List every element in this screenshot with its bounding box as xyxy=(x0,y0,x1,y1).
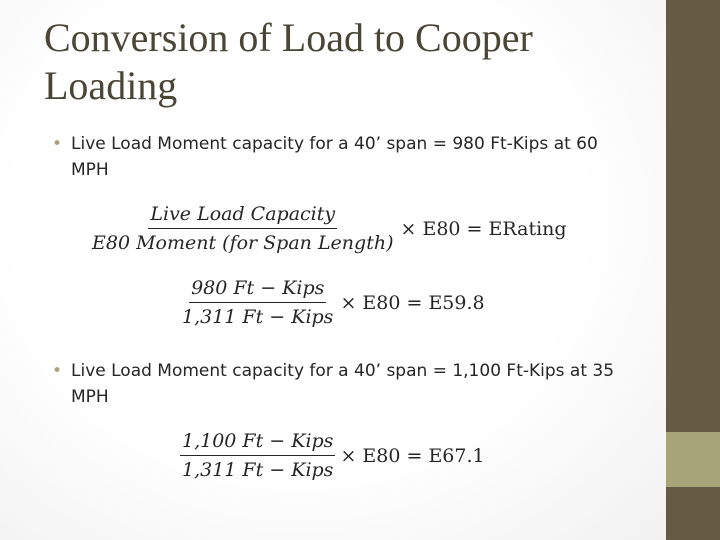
sidebar-band-bottom xyxy=(666,487,720,540)
bullet-marker: • xyxy=(52,361,63,381)
fraction-numerator: Live Load Capacity xyxy=(148,202,337,229)
bullet-text: Live Load Moment capacity for a 40’ span = 1,100 Ft-Kips at 35 MPH xyxy=(71,361,615,407)
fraction-denominator: 1,311 Ft − Kips xyxy=(182,306,334,328)
bullet-text: Live Load Moment capacity for a 40’ span = 980 Ft-Kips at 60 MPH xyxy=(71,134,598,180)
equation-result: × E80 = E67.1 xyxy=(340,444,485,467)
fraction-numerator: 1,100 Ft − Kips xyxy=(180,429,335,456)
equation-result: × E80 = E59.8 xyxy=(340,291,485,314)
fraction-denominator: E80 Moment (for Span Length) xyxy=(92,232,394,254)
fraction xyxy=(90,202,396,255)
equation-result: × E80 = ERating xyxy=(400,217,567,240)
slide-title: Conversion of Load to Cooper Loading xyxy=(44,15,533,108)
bullet-item-60mph xyxy=(52,131,632,183)
bullet-marker: • xyxy=(52,134,63,154)
fraction xyxy=(180,429,335,482)
sidebar-accent-block xyxy=(666,432,720,487)
bullet-item-35mph xyxy=(52,358,632,410)
fraction-denominator: 1,311 Ft − Kips xyxy=(182,459,334,481)
fraction xyxy=(180,276,335,329)
sidebar-band-top xyxy=(666,0,720,432)
equation-general-rating xyxy=(90,202,567,255)
equation-35mph-rating xyxy=(180,429,485,482)
equation-60mph-rating xyxy=(180,276,485,329)
fraction-numerator: 980 Ft − Kips xyxy=(189,276,326,303)
